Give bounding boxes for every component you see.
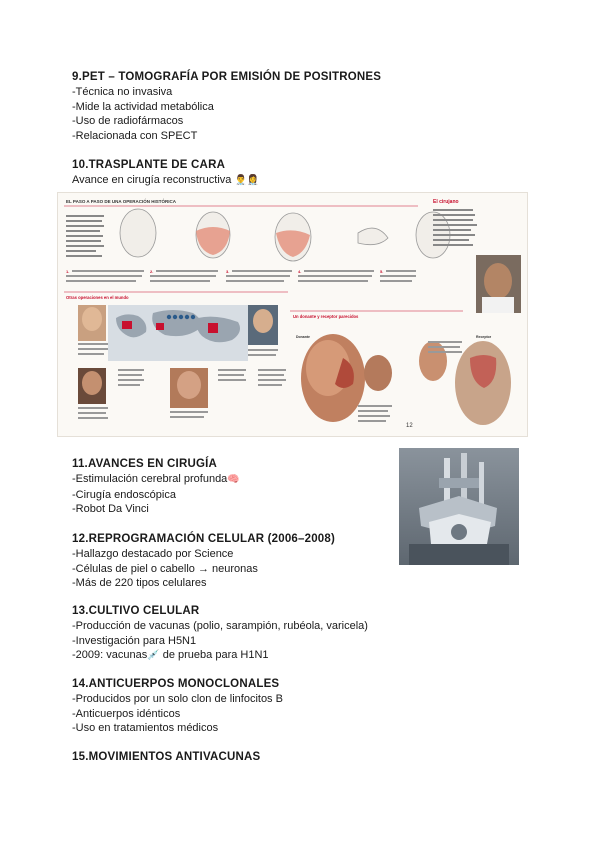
svg-text:2.: 2. — [150, 269, 154, 274]
section-title: 10.TRASPLANTE DE CARA — [72, 159, 226, 171]
infographic-graphic — [58, 193, 527, 436]
doctor-emoji-icon: 👨‍⚕️👩‍⚕️ — [234, 175, 260, 186]
list-item: -Uso de radiofármacos — [72, 115, 184, 127]
list-item: -Relacionada con SPECT — [72, 129, 198, 142]
list-item: -Más de 220 tipos celulares — [72, 577, 207, 589]
list-item: -Células de piel o cabello → neuronas — [72, 562, 258, 575]
list-item: -Técnica no invasiva — [72, 86, 173, 98]
section-title: 14.ANTICUERPOS MONOCLONALES — [72, 678, 280, 690]
section-title: 15.MOVIMIENTOS ANTIVACUNAS — [72, 751, 261, 763]
section-pet — [72, 70, 532, 143]
page-number: 12 — [406, 423, 413, 429]
infographic-heading: EL PASO A PASO DE UNA OPERACIÓN HISTÓRICA — [66, 199, 177, 204]
svg-text:Un donante y receptor parecido: Un donante y receptor parecidos — [293, 314, 359, 319]
list-item: -Uso en tratamientos médicos — [72, 722, 219, 734]
list-item: -2009: vacunas💉 de prueba para H1N1 — [72, 649, 269, 661]
section-subtitle — [72, 173, 532, 189]
list-item: -Cirugía endoscópica — [72, 488, 176, 501]
section-antibodies — [72, 677, 532, 736]
svg-text:4.: 4. — [298, 269, 302, 274]
svg-text:1.: 1. — [66, 269, 70, 274]
list-item: -Investigación para H5N1 — [72, 634, 197, 647]
section-culture — [72, 604, 532, 664]
list-item: -Hallazgo destacado por Science — [72, 548, 234, 560]
face-transplant-infographic — [57, 192, 528, 437]
list-item: -Mide la actividad metabólica — [72, 100, 214, 113]
section-title: 11.AVANCES EN CIRUGÍA — [72, 458, 217, 470]
svg-text:Receptor: Receptor — [476, 335, 492, 339]
list-item: -Anticuerpos idénticos — [72, 707, 181, 720]
svg-text:5.: 5. — [380, 269, 384, 274]
list-item: -Estimulación cerebral profunda🧠 — [72, 473, 240, 485]
syringe-icon: 💉 — [147, 650, 160, 661]
svg-text:Otras operaciones en el mundo: Otras operaciones en el mundo — [66, 295, 129, 300]
svg-text:3.: 3. — [226, 269, 230, 274]
svg-text:El cirujano: El cirujano — [433, 199, 459, 205]
section-title: 12.REPROGRAMACIÓN CELULAR (2006–2008) — [72, 533, 336, 545]
section-antivax — [72, 750, 532, 765]
brain-icon: 🧠 — [227, 474, 240, 485]
list-item: -Producidos por un solo clon de linfocitos B — [72, 693, 283, 705]
section-face-transplant — [72, 158, 532, 189]
svg-text:Donante: Donante — [296, 335, 310, 339]
section-title: 13.CULTIVO CELULAR — [72, 605, 200, 617]
list-item: -Producción de vacunas (polio, sarampión, rubéola, varicela) — [72, 620, 368, 632]
section-reprogramming — [72, 532, 532, 591]
section-title: 9.PET – TOMOGRAFÍA POR EMISIÓN DE POSITRONES — [72, 71, 382, 83]
list-item: -Robot Da Vinci — [72, 503, 149, 515]
subtitle-text: Avance en cirugía reconstructiva — [72, 174, 232, 186]
